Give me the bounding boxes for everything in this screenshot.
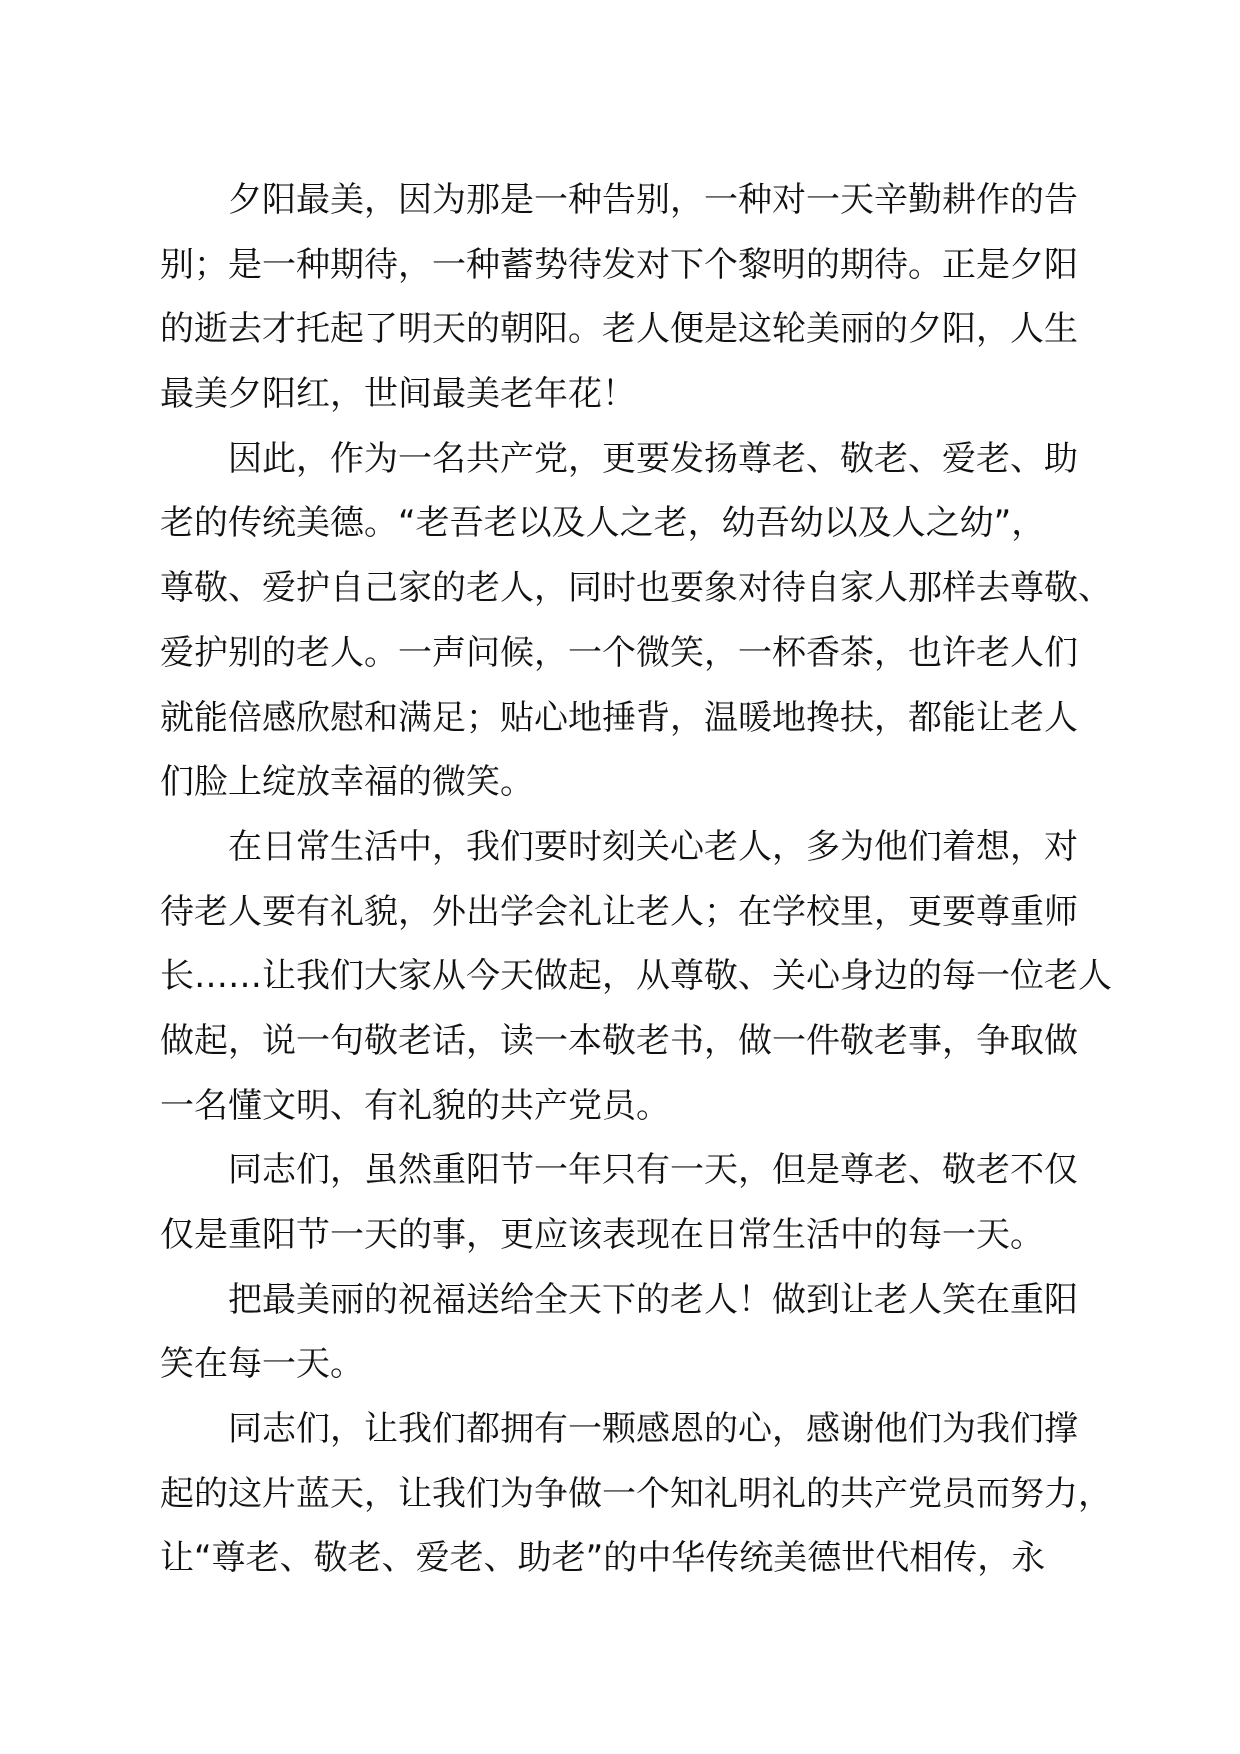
- text-line: 老的传统美德。“老吾老以及人之老，幼吾幼以及人之幼”，: [160, 503, 1046, 544]
- text-line: 长……让我们大家从今天做起，从尊敬、关心身边的每一位老人: [160, 956, 1112, 997]
- document-body: [160, 168, 1120, 1591]
- text-line: 一名懂文明、有礼貌的共产党员。: [160, 1085, 670, 1126]
- text-line: 让“尊老、敬老、爱老、助老”的中华传统美德世代相传，永: [160, 1538, 1046, 1579]
- paragraph-5: [160, 1268, 1120, 1397]
- text-line: 爱护别的老人。一声问候，一个微笑，一杯香茶，也许老人们: [160, 632, 1078, 673]
- text-line: 尊敬、爱护自己家的老人，同时也要象对待自家人那样去尊敬、: [160, 568, 1112, 609]
- text-line: 把最美丽的祝福送给全天下的老人！做到让老人笑在重阳: [228, 1279, 1078, 1320]
- paragraph-3: [160, 815, 1120, 1138]
- text-line: 夕阳最美，因为那是一种告别，一种对一天辛勤耕作的告: [228, 180, 1078, 220]
- text-line: 别；是一种期待，一种蓄势待发对下个黎明的期待。正是夕阳: [160, 244, 1078, 285]
- paragraph-6: [160, 1397, 1120, 1591]
- text-line: 仅是重阳节一天的事，更应该表现在日常生活中的每一天。: [160, 1215, 1044, 1255]
- paragraph-1: [160, 168, 1120, 427]
- text-line: 笑在每一天。: [160, 1344, 364, 1385]
- text-line: 因此，作为一名共产党，更要发扬尊老、敬老、爱老、助: [228, 438, 1078, 479]
- text-line: 在日常生活中，我们要时刻关心老人，多为他们着想，对: [228, 826, 1078, 867]
- text-line: 们脸上绽放幸福的微笑。: [160, 762, 534, 803]
- text-line: 起的这片蓝天，让我们为争做一个知礼明礼的共产党员而努力，: [160, 1473, 1112, 1514]
- text-line: 的逝去才托起了明天的朝阳。老人便是这轮美丽的夕阳，人生: [160, 309, 1078, 350]
- text-line: 做起，说一句敬老话，读一本敬老书，做一件敬老事，争取做: [160, 1020, 1078, 1061]
- paragraph-4: [160, 1138, 1120, 1267]
- text-line: 同志们，虽然重阳节一年只有一天，但是尊老、敬老不仅: [228, 1150, 1078, 1191]
- text-line: 最美夕阳红，世间最美老年花！: [160, 374, 636, 415]
- paragraph-2: [160, 427, 1120, 815]
- text-line: 就能倍感欣慰和满足；贴心地捶背，温暖地搀扶，都能让老人: [160, 697, 1078, 738]
- text-line: 待老人要有礼貌，外出学会礼让老人；在学校里，更要尊重师: [160, 891, 1078, 932]
- text-line: 同志们，让我们都拥有一颗感恩的心，感谢他们为我们撑: [228, 1409, 1078, 1450]
